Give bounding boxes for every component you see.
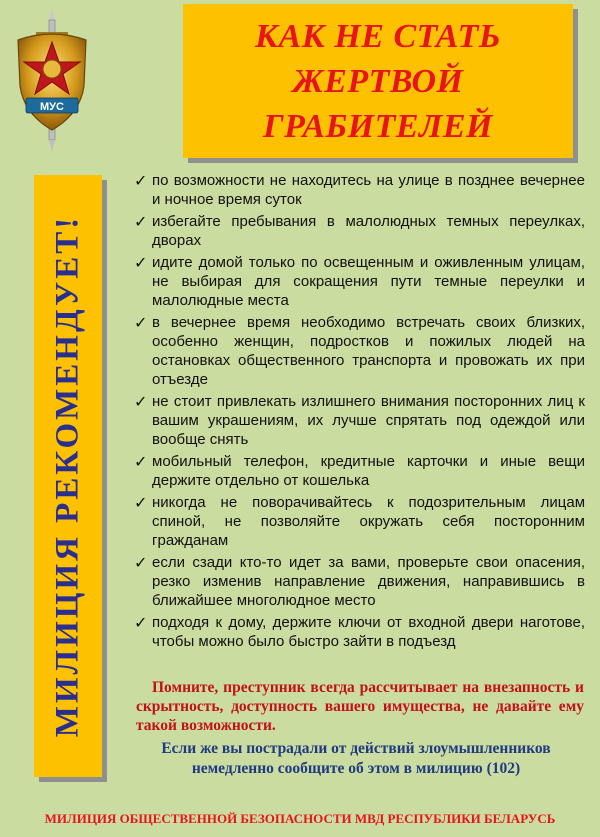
list-item bbox=[134, 313, 585, 392]
title-line-3: ГРАБИТЕЛЕЙ bbox=[263, 107, 493, 145]
list-item bbox=[134, 553, 585, 613]
recommendation-list bbox=[134, 171, 585, 654]
check-icon: ✓ bbox=[134, 452, 148, 471]
list-item-text: не стоит привлекать излишнего внимания посторонних лиц к вашим украшениям, их лучше спрятать под одеждой или вообще снять bbox=[152, 393, 585, 448]
check-icon: ✓ bbox=[134, 493, 148, 512]
side-banner bbox=[34, 175, 102, 777]
side-banner-text: МИЛИЦИЯ РЕКОМЕНДУЕТ! bbox=[49, 214, 86, 738]
title-line-1: КАК НЕ СТАТЬ bbox=[255, 17, 501, 55]
footer-text: МИЛИЦИЯ ОБЩЕСТВЕННОЙ БЕЗОПАСНОСТИ МВД РЕСПУБЛИКИ БЕЛАРУСЬ bbox=[44, 811, 556, 826]
check-icon: ✓ bbox=[134, 171, 148, 190]
check-icon: ✓ bbox=[134, 613, 148, 632]
call-to-action: Если же вы пострадали от действий злоумышленников немедленно сообщите об этом в милицию (102) bbox=[161, 740, 551, 777]
emblem-icon bbox=[8, 6, 96, 156]
list-item bbox=[134, 171, 585, 212]
check-icon: ✓ bbox=[134, 553, 148, 572]
warning-text: Помните, преступник всегда рассчитывает на внезапность и скрытность, доступность вашего имущества, не давайте ему такой возможности. bbox=[136, 679, 584, 734]
title-line-2: ЖЕРТВОЙ bbox=[292, 62, 464, 100]
list-item bbox=[134, 493, 585, 553]
list-item bbox=[134, 392, 585, 452]
list-item bbox=[134, 253, 585, 313]
list-item bbox=[134, 613, 585, 654]
title-banner bbox=[183, 4, 573, 158]
police-emblem bbox=[8, 6, 96, 156]
list-item-text: никогда не поворачивайтесь к подозрительным лицам спиной, не позволяйте окружать себя посторонним гражданам bbox=[152, 494, 585, 549]
check-icon: ✓ bbox=[134, 392, 148, 411]
check-icon: ✓ bbox=[134, 313, 148, 332]
check-icon: ✓ bbox=[134, 212, 148, 231]
list-item-text: в вечернее время необходимо встречать своих близких, особенно женщин, подростков и пожилых людей на остановках общественного транспорта и провожать их при отъезде bbox=[152, 314, 585, 388]
list-item-text: по возможности не находитесь на улице в позднее вечернее и ночное время суток bbox=[152, 172, 585, 208]
list-item bbox=[134, 452, 585, 493]
list-item-text: избегайте пребывания в малолюдных темных переулках, дворах bbox=[152, 213, 585, 249]
list-item-text: подходя к дому, держите ключи от входной двери наготове, чтобы можно было быстро зайти в подъезд bbox=[152, 614, 585, 650]
list-item-text: идите домой только по освещенным и оживленным улицам, не выбирая для сокращения пути темные переулки и малолюдные места bbox=[152, 254, 585, 309]
check-icon: ✓ bbox=[134, 253, 148, 272]
emblem-label: МУС bbox=[40, 101, 64, 113]
list-item-text: если сзади кто-то идет за вами, проверьте свои опасения, резко изменив направление движения, направившись в ближайшее многолюдное место bbox=[152, 554, 585, 609]
list-item-text: мобильный телефон, кредитные карточки и иные вещи держите отдельно от кошелька bbox=[152, 453, 585, 489]
list-item bbox=[134, 212, 585, 253]
